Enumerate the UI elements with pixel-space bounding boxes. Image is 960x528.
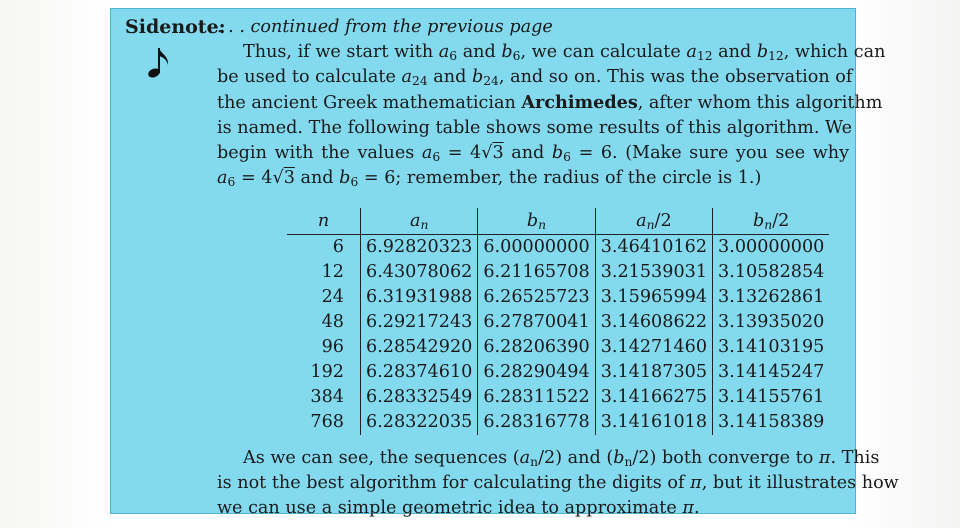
table-row: 768 6.28322035 6.28316778 3.14161018 3.14158389 <box>287 410 829 435</box>
para1-line5: begin with the values $a_6 = 4√3$ and $b_6 = 6$. (Make sure you see why <box>217 143 850 165</box>
continued-text: . . . continued from the previous page <box>217 17 553 37</box>
table-row: 96 6.28542920 6.28206390 3.14271460 3.14103195 <box>287 335 829 360</box>
header-bn: $b_n$ <box>478 208 595 235</box>
para2-line2: is not the best algorithm for calculating the digits of π, but it illustrates how <box>217 473 899 493</box>
para1-line1: Thus, if we start with $a_6$ and $b_6$, we can calculate $a_{12}$ and $b_{12}$, which can <box>243 42 886 64</box>
header-an-half: $a_n/2$ <box>595 208 712 235</box>
header-an: $a_n$ <box>361 208 478 235</box>
sqrt-three: √3 <box>272 168 295 188</box>
para2-line1: As we can see, the sequences $(a_n/2)$ and $(b_n/2)$ both converge to π. This <box>243 448 880 470</box>
para1-line4: is named. The following table shows some results of this algorithm. We <box>217 118 853 138</box>
sidenote-content <box>217 15 899 521</box>
para1-line3: the ancient Greek mathematician Archimedes, after whom this algorithm <box>217 92 883 113</box>
para1-line6: $a_6 = 4√3$ and $b_6 = 6$; remember, the radius of the circle is 1.) <box>217 168 762 190</box>
table-row: 12 6.43078062 6.21165708 3.21539031 3.10582854 <box>287 260 829 285</box>
para1-line2: be used to calculate $a_{24}$ and $b_{24}$, and so on. This was the observation of <box>217 67 853 89</box>
table-row: 384 6.28332549 6.28311522 3.14166275 3.14155761 <box>287 385 829 410</box>
header-n: n <box>317 210 330 231</box>
table-header-row <box>287 208 829 235</box>
sqrt-three: √3 <box>481 143 504 163</box>
sidenote-label: Sidenote: <box>125 16 226 38</box>
table-row: 192 6.28374610 6.28290494 3.14187305 3.14145247 <box>287 360 829 385</box>
table-row: 48 6.29217243 6.27870041 3.14608622 3.13935020 <box>287 310 829 335</box>
table-row: 24 6.31931988 6.26525723 3.15965994 3.13262861 <box>287 285 829 310</box>
archimedes-name: Archimedes <box>521 92 638 113</box>
header-bn-half: $b_n/2$ <box>713 208 830 235</box>
table-row: 6 6.92820323 6.00000000 3.46410162 3.00000000 <box>287 235 829 261</box>
sidenote-box <box>110 8 899 518</box>
para2-line3: we can use a simple geometric idea to approximate π. <box>217 498 700 518</box>
eighth-note-icon <box>147 45 171 79</box>
archimedes-table <box>287 208 829 435</box>
